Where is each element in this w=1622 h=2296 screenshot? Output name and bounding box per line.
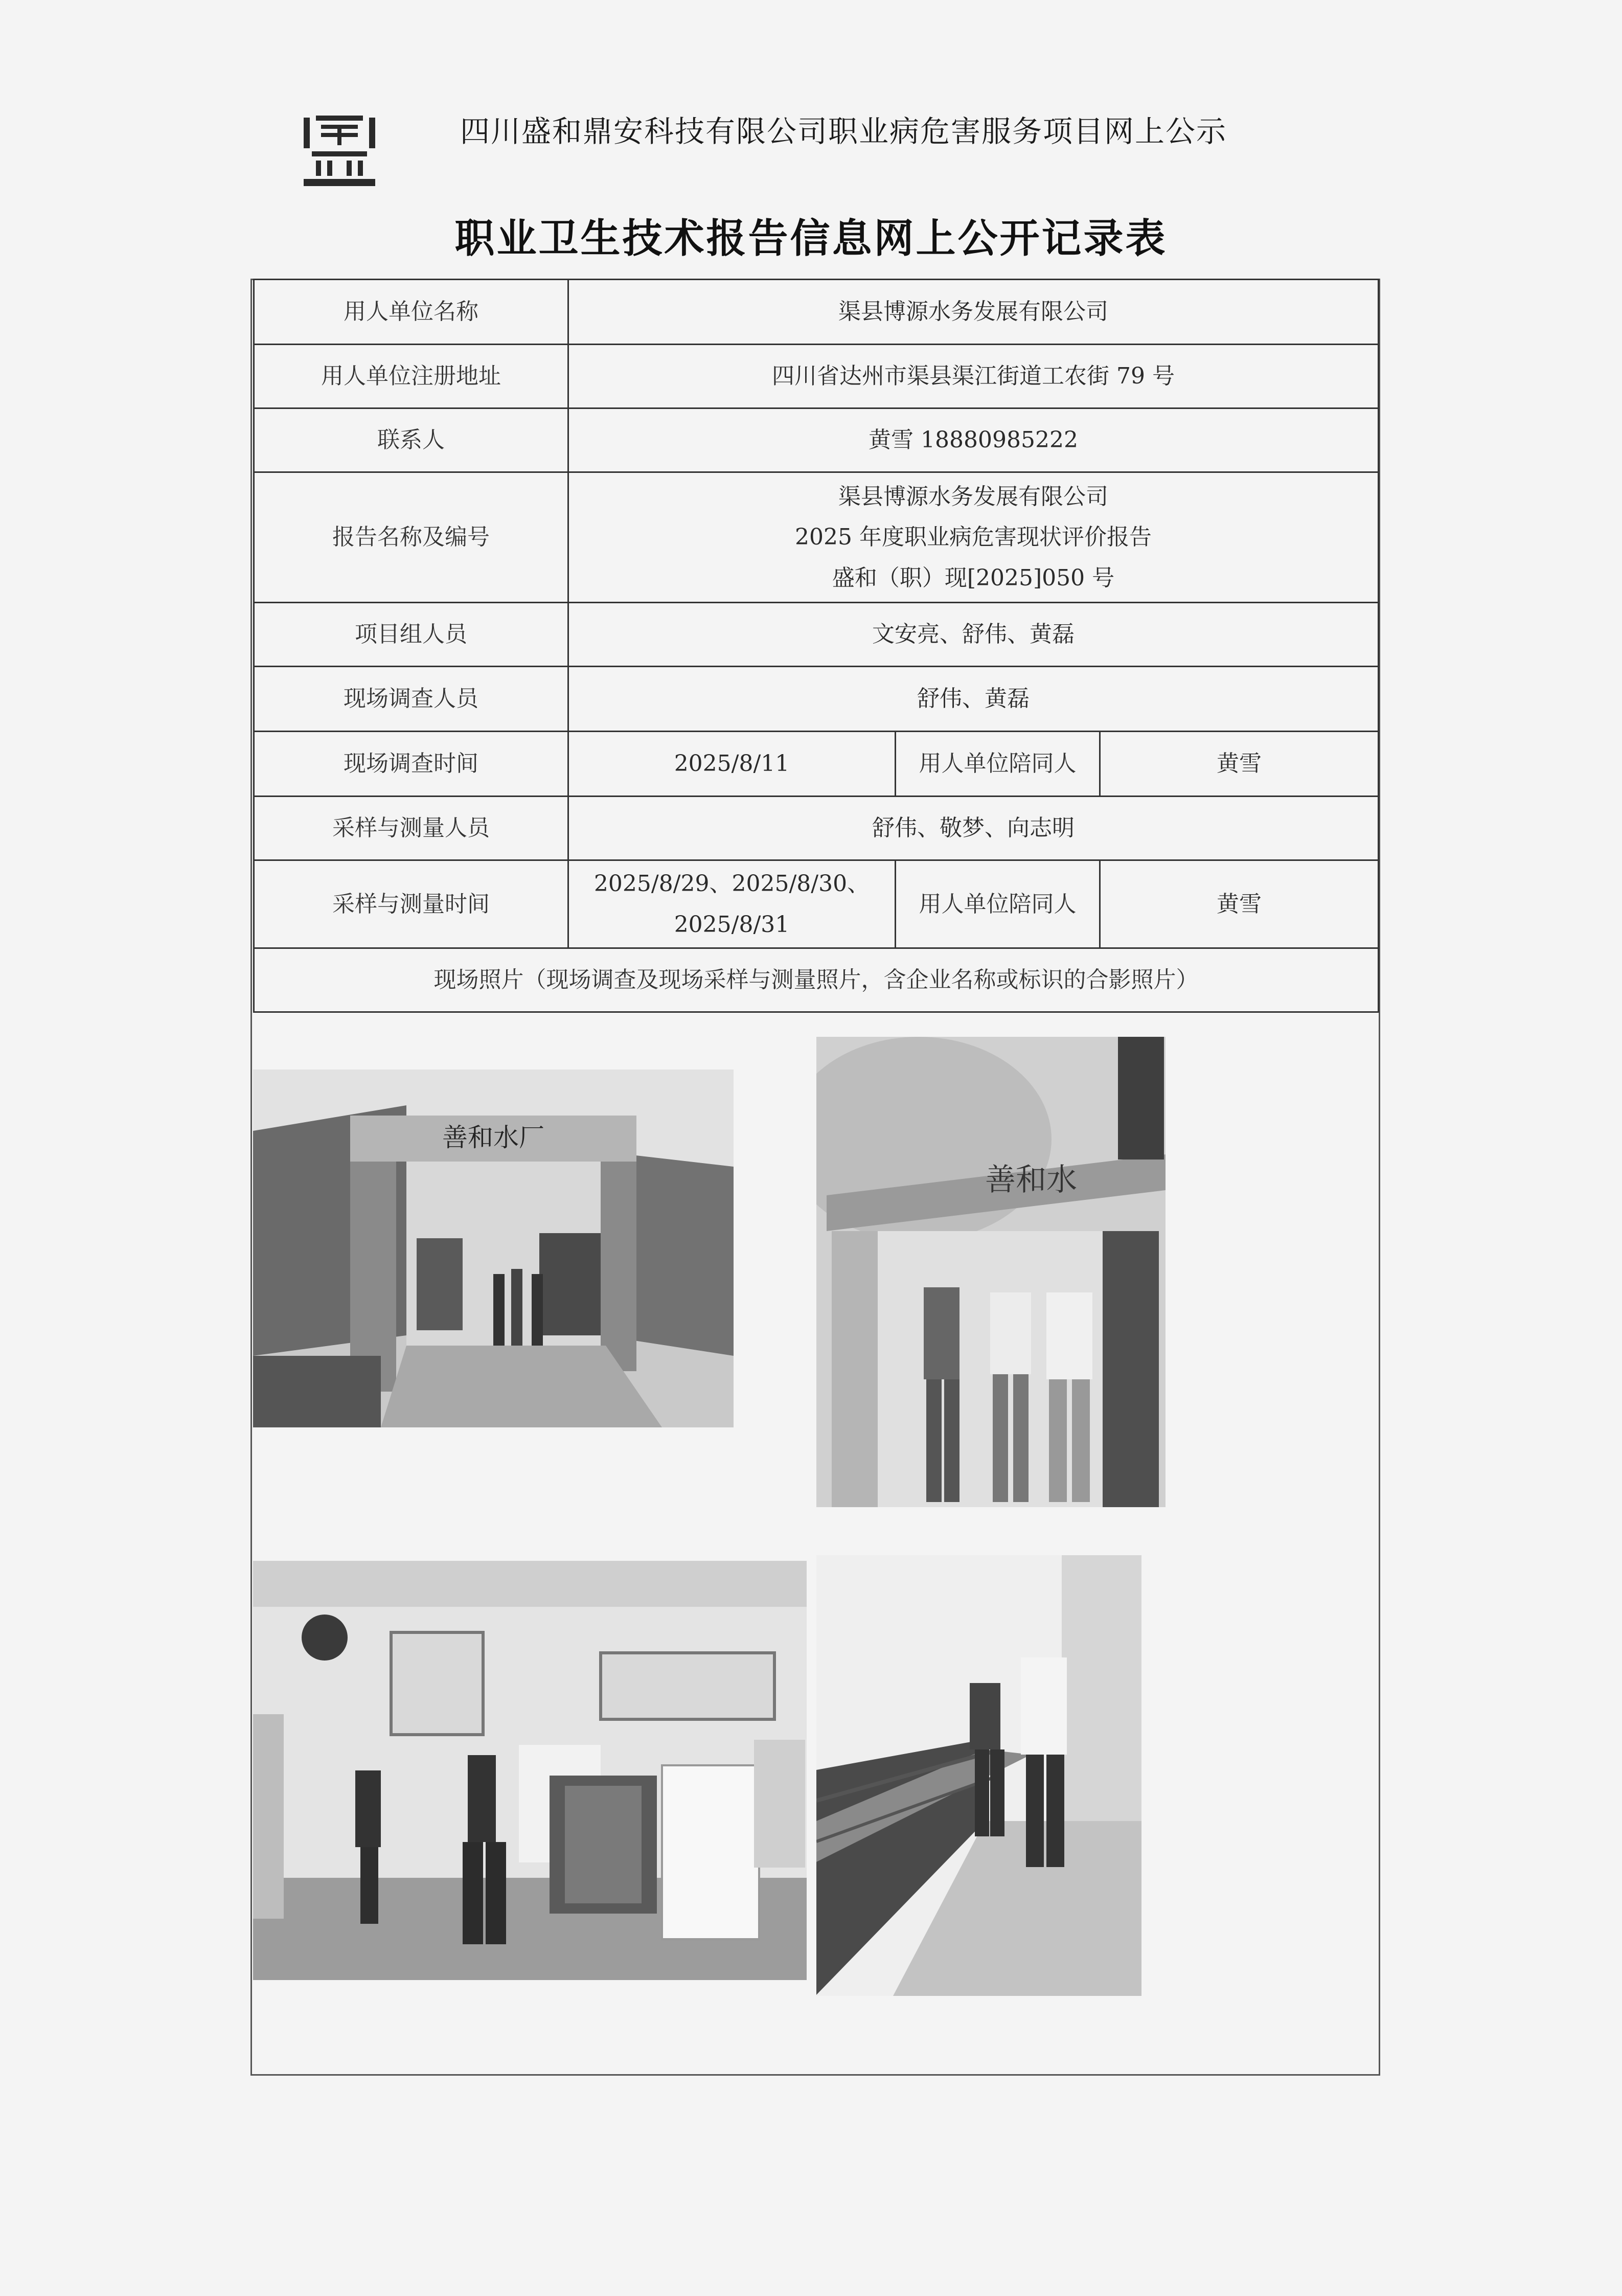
employer-name-value: 渠县博源水务发展有限公司 (568, 280, 1379, 345)
sampling-time-line-2: 2025/8/31 (674, 911, 790, 938)
photos-caption: 现场照片（现场调查及现场采样与测量照片，含企业名称或标识的合影照片） (254, 948, 1379, 1012)
table-row (254, 280, 1379, 345)
gate-sign-text: 善和水厂 (442, 1123, 544, 1152)
photo-staff-at-plant-sign (816, 1037, 1166, 1507)
table-row (254, 797, 1379, 860)
contact-label: 联系人 (254, 408, 568, 472)
escort-label: 用人单位陪同人 (896, 732, 1100, 797)
sampling-time-line-1: 2025/8/29、2025/8/30、 (593, 871, 870, 897)
company-logo (301, 113, 378, 190)
company-notice-header: 四川盛和鼎安科技有限公司职业病危害服务项目网上公示 (460, 114, 1227, 149)
photo-equipment-room (253, 1561, 807, 1980)
employer-name-label: 用人单位名称 (254, 280, 568, 345)
team-label: 项目组人员 (254, 603, 568, 667)
survey-staff-label: 现场调查人员 (254, 667, 568, 732)
escort-value: 黄雪 (1100, 860, 1379, 948)
sampling-staff-value: 舒伟、敬梦、向志明 (568, 797, 1379, 860)
contact-value: 黄雪 18880985222 (568, 408, 1379, 472)
report-label: 报告名称及编号 (254, 472, 568, 603)
team-value: 文安亮、舒伟、黄磊 (568, 603, 1379, 667)
sampling-time-label: 采样与测量时间 (254, 860, 568, 948)
sampling-staff-label: 采样与测量人员 (254, 797, 568, 860)
address-label: 用人单位注册地址 (254, 345, 568, 408)
escort-value: 黄雪 (1100, 732, 1379, 797)
table-row (254, 603, 1379, 667)
photo-water-plant-gate (253, 1070, 734, 1427)
sign-text: 善和水 (985, 1162, 1077, 1198)
report-line-2: 2025 年度职业病危害现状评价报告 (795, 524, 1152, 551)
escort-label: 用人单位陪同人 (896, 860, 1100, 948)
report-value (568, 472, 1379, 603)
survey-time-value: 2025/8/11 (568, 732, 896, 797)
photo-sampling-corridor (816, 1555, 1141, 1996)
table-row (254, 345, 1379, 408)
report-line-3: 盛和（职）现[2025]050 号 (832, 564, 1115, 591)
sampling-time-value (568, 860, 896, 948)
info-table (253, 279, 1379, 1013)
table-row (254, 408, 1379, 472)
table-row (254, 667, 1379, 732)
table-row (254, 732, 1379, 797)
table-row (254, 472, 1379, 603)
survey-time-label: 现场调查时间 (254, 732, 568, 797)
address-value: 四川省达州市渠县渠江街道工农街 79 号 (568, 345, 1379, 408)
survey-staff-value: 舒伟、黄磊 (568, 667, 1379, 732)
report-line-1: 渠县博源水务发展有限公司 (838, 484, 1109, 510)
document-title: 职业卫生技术报告信息网上公开记录表 (454, 216, 1168, 262)
table-row (254, 860, 1379, 948)
table-row (254, 948, 1379, 1012)
